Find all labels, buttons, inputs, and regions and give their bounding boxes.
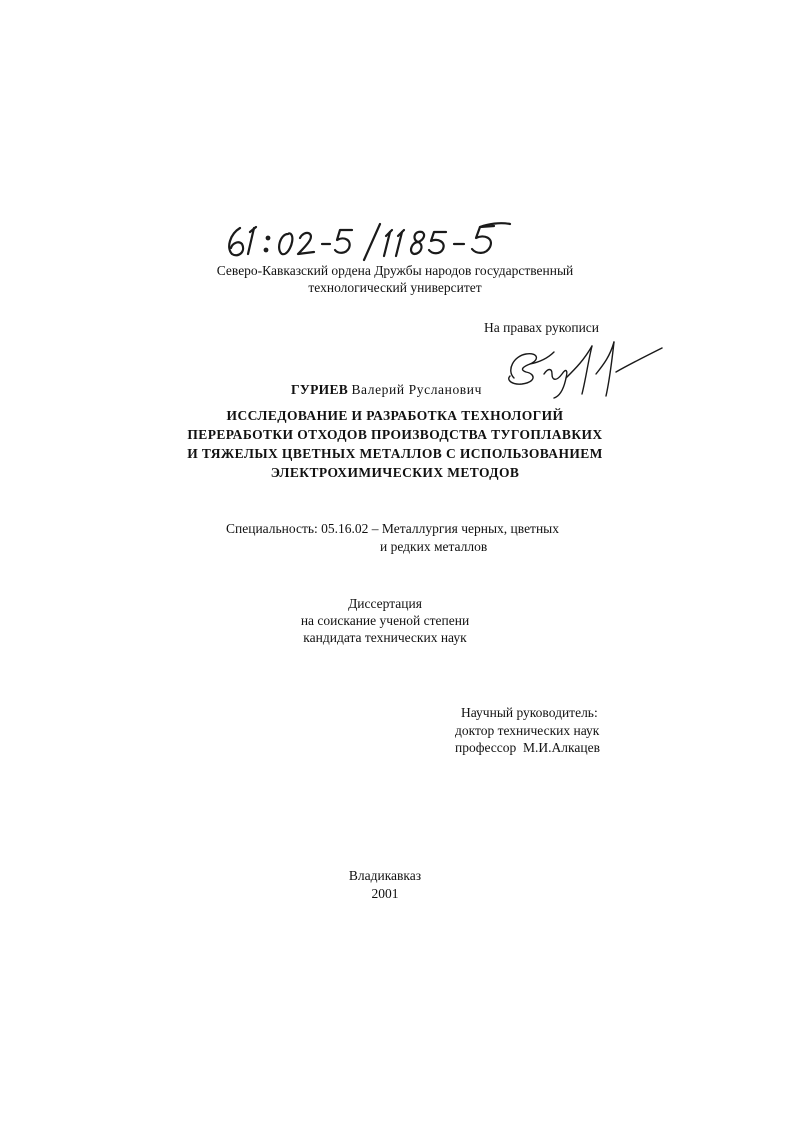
supervisor-line-3: профессор М.И.Алкацев xyxy=(455,740,600,755)
specialty-line-1: Специальность: 05.16.02 – Металлургия черных, цветных xyxy=(226,521,560,536)
dissertation-line-1: Диссертация xyxy=(348,596,422,611)
dissertation-line-3: кандидата технических наук xyxy=(303,630,467,645)
supervisor-line-1: Научный руководитель: xyxy=(461,705,598,720)
university-name-line-1: Северо-Кавказский ордена Дружбы народов государственный xyxy=(216,263,574,278)
author-line xyxy=(291,381,482,398)
supervisor-line-2: доктор технических наук xyxy=(455,723,600,738)
title-line-2: ПЕРЕРАБОТКИ ОТХОДОВ ПРОИЗВОДСТВА ТУГОПЛАВКИХ xyxy=(187,427,603,442)
dissertation-line-2: на соискание ученой степени xyxy=(300,613,470,628)
title-line-4: ЭЛЕКТРОХИМИЧЕСКИХ МЕТОДОВ xyxy=(270,465,520,480)
title-line-1: ИССЛЕДОВАНИЕ И РАЗРАБОТКА ТЕХНОЛОГИЙ xyxy=(226,408,564,423)
rights-note: На правах рукописи xyxy=(484,320,600,335)
place: Владикавказ xyxy=(348,868,422,883)
author-signature xyxy=(496,334,666,404)
dissertation-title xyxy=(150,406,640,482)
author-surname: ГУРИЕВ xyxy=(291,382,349,397)
handwritten-archive-number xyxy=(218,210,518,270)
year: 2001 xyxy=(371,886,399,901)
title-line-3: И ТЯЖЕЛЫХ ЦВЕТНЫХ МЕТАЛЛОВ С ИСПОЛЬЗОВАНИЕМ xyxy=(187,446,603,461)
author-names: Валерий Русланович xyxy=(351,382,482,397)
specialty-line-2: и редких металлов xyxy=(380,539,488,554)
university-name-line-2: технологический университет xyxy=(308,280,482,295)
